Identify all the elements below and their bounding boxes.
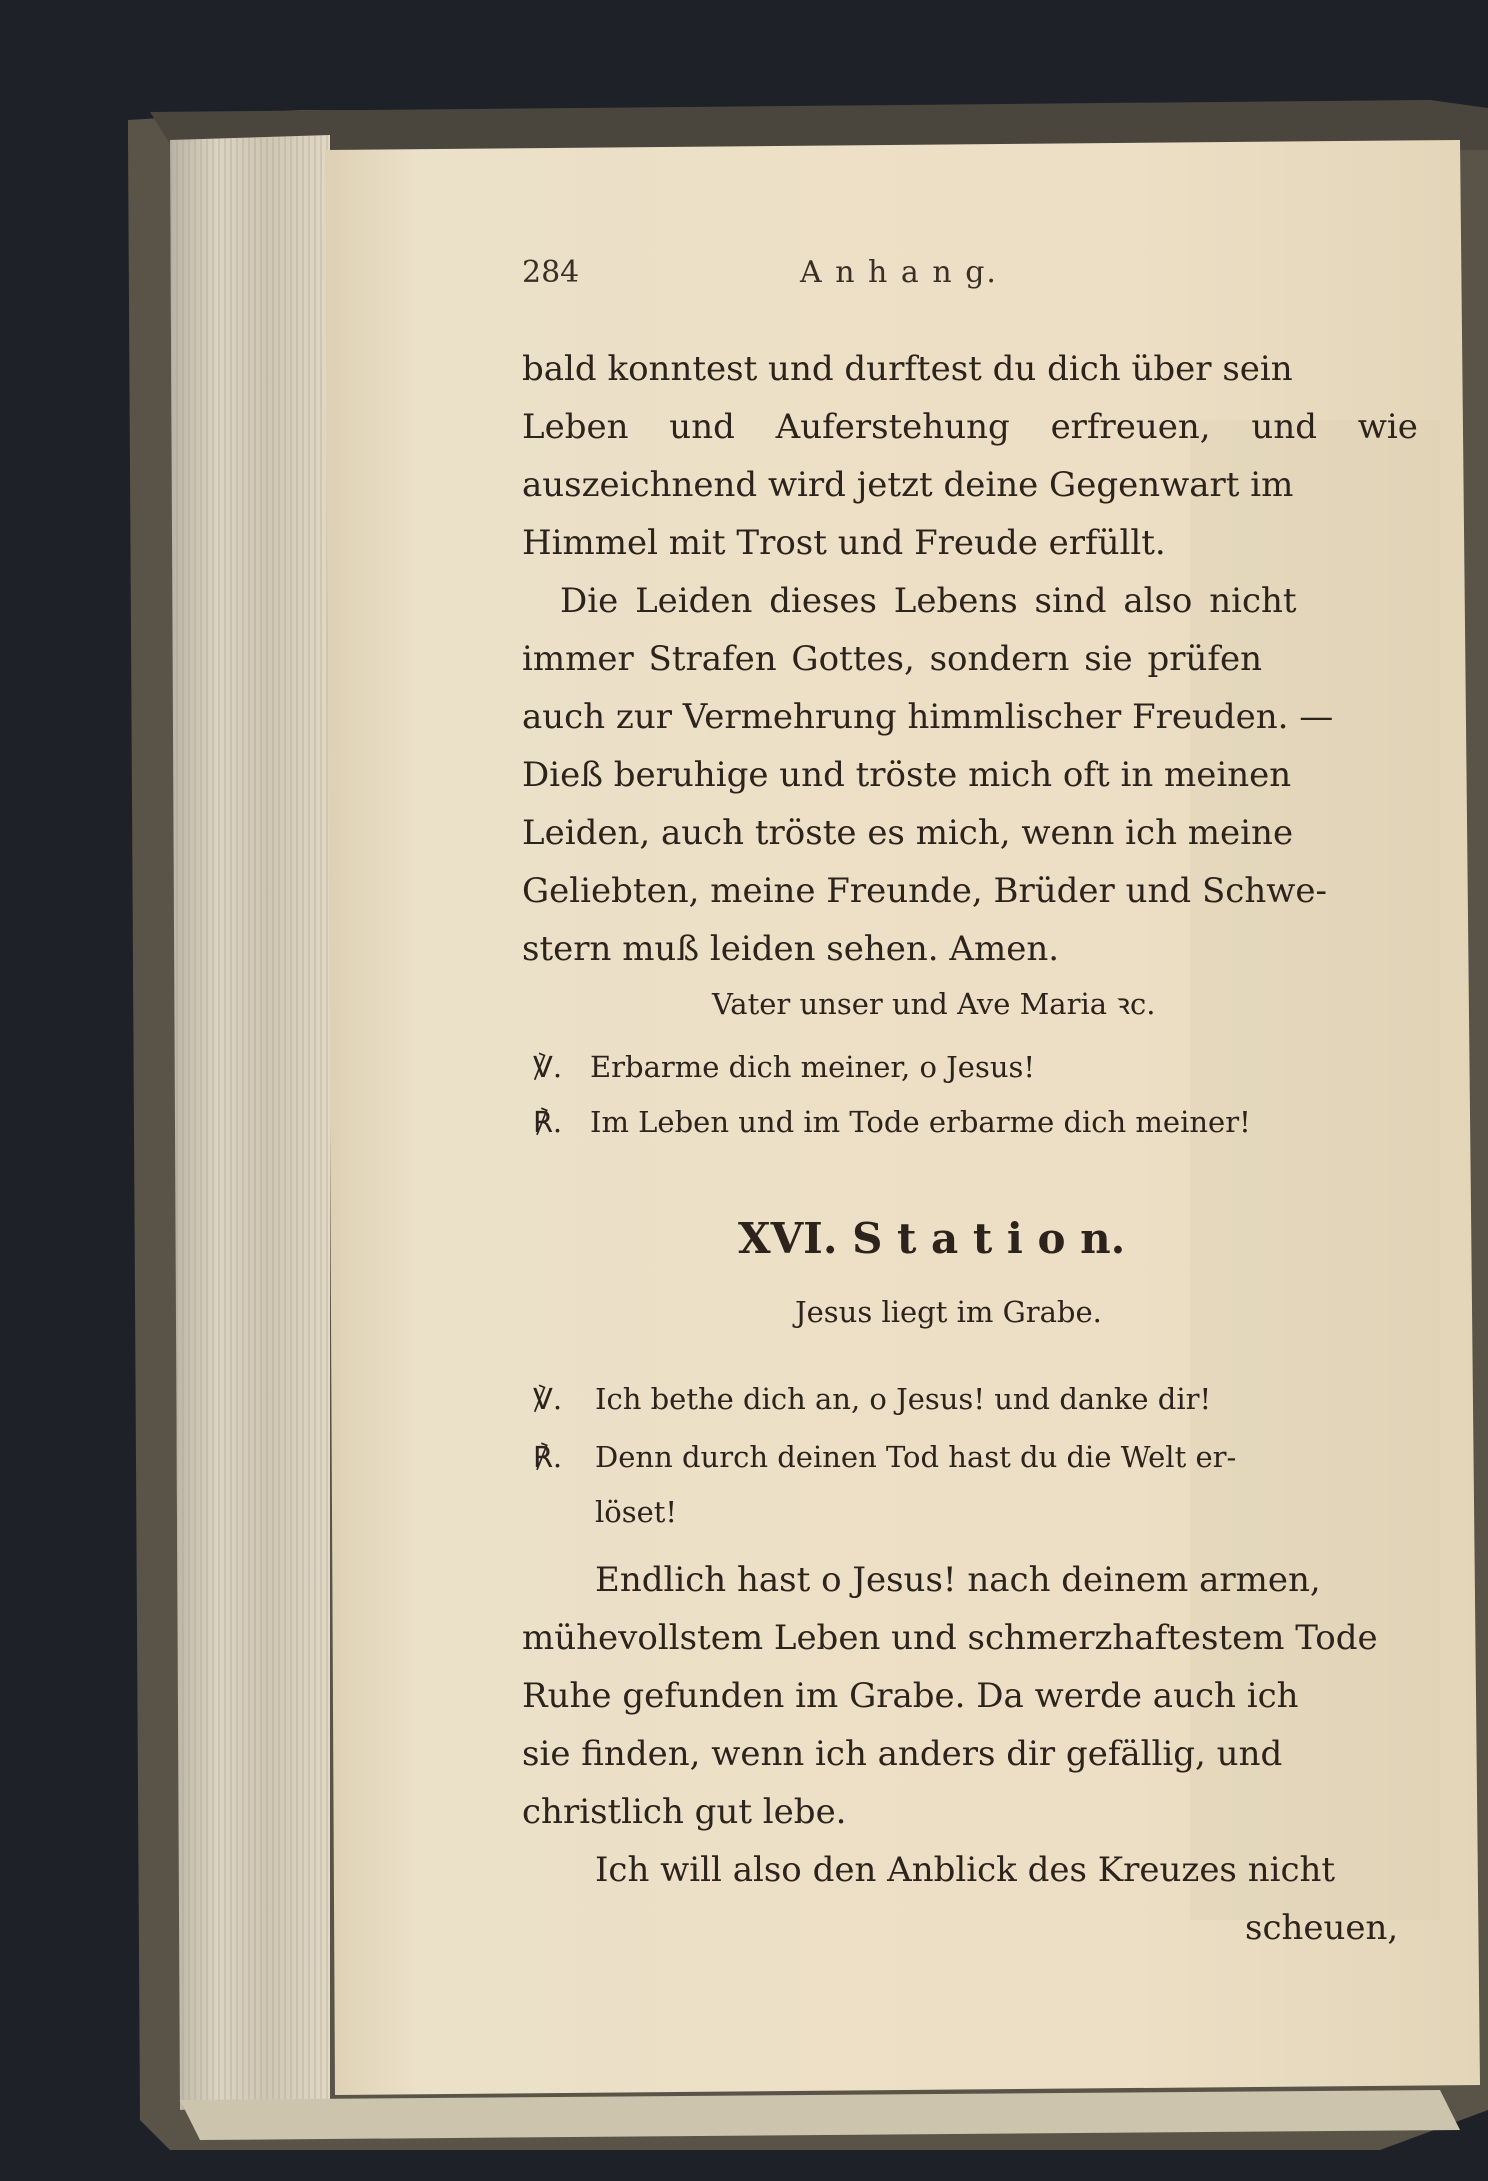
response-1-text: Im Leben und im Tode erbarme dich meiner! [590,1105,1251,1139]
paragraph-3-line-4: sie finden, wenn ich anders dir gefällig, und [522,1734,1283,1774]
station-subtitle: Jesus liegt im Grabe. [795,1295,1102,1329]
paragraph-3-line-1: Endlich hast o Jesus! nach deinem armen, [595,1560,1321,1600]
paragraph-1-line-4: Himmel mit Trost und Freude erfüllt. [522,523,1166,563]
versicle-mark: ℣. [533,1382,563,1416]
paragraph-4-line-1: Ich will also den Anblick des Kreuzes nicht [595,1850,1336,1890]
versicle-2-text: Ich bethe dich an, o Jesus! und danke dir! [595,1382,1212,1416]
paragraph-4-line-2: scheuen, [1245,1908,1399,1948]
prayer-note: Vater unser und Ave Maria ꝛc. [712,987,1156,1021]
paragraph-3-line-5: christlich gut lebe. [522,1792,847,1832]
page-number: 284 [522,255,580,290]
versicle-1-text: Erbarme dich meiner, o Jesus! [590,1050,1036,1084]
paragraph-1-line-3: auszeichnend wird jetzt deine Gegenwart im [522,465,1294,505]
response-2-text-line-1: Denn durch deinen Tod hast du die Welt er- [595,1440,1237,1474]
response-2-text-line-2: löset! [595,1495,678,1529]
paragraph-2-line-4: Dieß beruhige und tröste mich oft in meinen [522,755,1292,795]
paragraph-2-line-2: immer Strafen Gottes, sondern sie prüfen [522,639,1262,679]
paragraph-3-line-2: mühevollstem Leben und schmerzhaftestem Tode [522,1618,1378,1658]
paragraph-1-line-1: bald konntest und durftest du dich über sein [522,349,1293,389]
station-heading: XVI. S t a t i o n. [738,1214,1126,1263]
response-mark: ℟. [533,1105,563,1139]
versicle-mark: ℣. [533,1050,563,1084]
paragraph-2-line-7: stern muß leiden sehen. Amen. [522,929,1060,969]
paragraph-2-line-5: Leiden, auch tröste es mich, wenn ich meine [522,813,1294,853]
paragraph-3-line-3: Ruhe gefunden im Grabe. Da werde auch ich [522,1676,1299,1716]
paragraph-2-line-6: Geliebten, meine Freunde, Brüder und Schwe- [522,871,1327,911]
paragraph-1-line-2: Leben und Auferstehung erfreuen, und wie [522,407,1418,447]
paragraph-2-line-3: auch zur Vermehrung himmlischer Freuden. — [522,697,1334,737]
running-head: A n h a n g. [800,255,998,290]
paragraph-2-line-1: Die Leiden dieses Lebens sind also nicht [560,581,1297,621]
response-mark: ℟. [533,1440,563,1474]
